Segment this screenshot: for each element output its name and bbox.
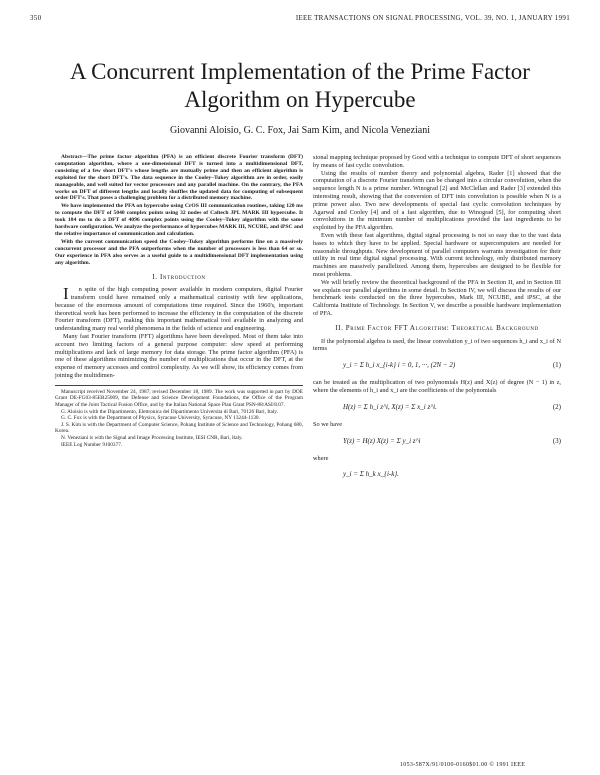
abstract-paragraph-3: With the current communication speed the Cooley–Tukey algorithm performs fine on a massively concurrent processor and the PFA outperforms when the number of processors is less than 64 or so. Our experience in PFA also serves as a useful guide to a multidimensional DFT implementation using any algorithm.: [55, 238, 303, 266]
equation-2: [343, 400, 561, 416]
abstract-paragraph-2: We have implemented the PFA on hypercube using CrOS III communication routines, taking 120 ms to compute the DFT of 5040 complex points using 32 nodes of Caltech JPL MARK III hypercube. It took 184 ms to do a DFT of 4096 complex points using the Cooley–Tukey algorithm with the same hardware configuration. We analyze the performance of hypercubes MARK III, NCUBE, and iPSC and the relative importance of communication and calculation.: [55, 203, 303, 237]
section-2-heading: II. Prime Factor FFT Algorithm: Theoretical Background: [335, 323, 539, 332]
footnote-fox: G. C. Fox is with the Department of Physics, Syracuse University, Syracuse, NY 13244-1130.: [61, 415, 260, 422]
abstract-paragraph-1: Abstract—The prime factor algorithm (PFA) is an efficient discrete Fourier transform (DFT) computation algorithm, where a one-dimensional DFT is turned into a multidimensional DFT, consisting of a few short DFT's whose lengths are mutually prime and then an efficient algorithm is exploited for the short DFT's. The data sequence in the Cooley–Tukey algorithm are in order, easily manageable, and well suited for vector processors and any parallel machine. On the contrary, the PFA works on DFT of different lengths and locally shuffles the updated data for computing of subsequent order DFT's. That poses a challenging problem for a distributed memory machine.: [55, 154, 303, 202]
right-column: [313, 154, 561, 488]
equation-4: [343, 467, 561, 483]
section-2-paragraph-4: where: [313, 454, 329, 462]
section-2-paragraph-1: If the polynomial algebra is used, the linear convolution y_i of two sequences h_i and x_i of N terms: [313, 337, 561, 353]
equation-1-number: (1): [552, 361, 561, 370]
right-paragraph-3: Even with these fast algorithms, digital signal processing is not so easy due to the vast data bases to which they have to be applied. Special hardware or supercomputers are needed for reasonable throughputs. New development of parallel computers warrants investigation for their utility in real time digital signal processing. With current technology, only distributed memory machines are massively parallelized. Among them, hypercubes are designed to be flexible for most problems.: [313, 231, 561, 278]
equation-3-body: Y(z) = H(z) X(z) = Σ y_i z^i: [343, 436, 421, 445]
section-2-paragraph-2: can be treated as the multiplication of two polynomials H(z) and X(z) of degree (N − 1) in z, where the elements of h_i and x_i are the coefficients of the polynomials: [313, 379, 561, 394]
equation-1: [343, 358, 561, 374]
left-column: [55, 154, 303, 448]
paper-title: A Concurrent Implementation of the Prime Factor Algorithm on Hypercube: [70, 59, 530, 112]
right-paragraph-1: sional mapping technique proposed by Good with a technique to compute DFT of short sequences by means of fast cyclic convolution.: [313, 154, 561, 169]
copyright-code: 1053-587X/91/0100-0160$01.00 © 1991 IEEE: [400, 762, 526, 768]
journal-name: IEEE TRANSACTIONS ON SIGNAL PROCESSING, VOL. 39, NO. 1, JANUARY 1991: [295, 14, 570, 22]
footnotes: [55, 385, 303, 448]
footnote-log-number: IEEE Log Number 9100377.: [61, 441, 123, 448]
intro-paragraph-2: Many fast Fourier transform (FFT) algorithms have been developed. Most of them take into account two limiting factors of a general purpose computer: slow speed at performing multiplications and lack of large memory for data storage. The prime factor algorithm (PFA) is one of these algorithms minimizing the number of multiplications that occur in the DFT, at the expense of memory accesses and control complexity. As we will show, its efficiency comes from joining the multidimen-: [55, 333, 303, 380]
footnote-kim: J. S. Kim is with the Department of Computer Science, Pohang Institute of Science and Technology, Pohang 680, Korea.: [55, 421, 303, 435]
equation-4-body: y_i = Σ h_k x_{i-k}.: [343, 470, 399, 479]
page-number: 350: [30, 14, 42, 22]
equation-1-body: y_i = Σ h_i x_{i-k} i = 0, 1, ···, (2N − 2): [343, 361, 456, 370]
author-list: Giovanni Aloisio, G. C. Fox, Jai Sam Kim, and Nicola Veneziani: [169, 125, 431, 136]
right-paragraph-4: We will briefly review the theoretical background of the PFA in Section II, and in Section III we explain our parallel algorithms in some detail. In Section IV, we will discuss the results of our benchmark tests conducted on the three hypercubes, Mark III, NCUBE, and iPSC, at the California Institute of Technology. In Section V, we describe a possible hardware implementation of PFA.: [313, 278, 561, 317]
intro-paragraph-1: In spite of the high computing power available in modern computers, digital Fourier transform could have remained only a mathematical curiosity with few applications, because of the enormous amount of computations time required. Since the 1960's, important theoretical work has been performed to increase the efficiency in the computation of the discrete Fourier transform (DFT), making this important mathematical tool available in analyzing and understanding many real world phenomena in the fields of science and engineering.: [55, 284, 303, 333]
footnote-veneziani: N. Veneziani is with the Signal and Image Processing Institute, IESI CNR, Bari, Italy.: [61, 435, 243, 442]
footnote-manuscript: Manuscript received November 24, 1987; revised December 18, 1989. The work was supported in part by DOE Grant DE-FG03-85ER25009, the Defense and Science Development Foundations, the Office of the Program Manager of the Joint Tactical Fusion Office, and by the Italian National Space Plan Grant PSN-88/ASI/8.07.: [55, 388, 303, 409]
equation-3: [343, 434, 561, 450]
equation-2-body: H(z) = Σ h_i z^i, X(z) = Σ x_i z^i.: [343, 402, 437, 411]
section-2-paragraph-3: So we have: [313, 420, 343, 428]
equation-3-number: (3): [552, 436, 561, 445]
equation-2-number: (2): [552, 402, 561, 411]
intro-heading: I. Introduction: [152, 272, 206, 281]
footnote-aloisio: G. Aloisio is with the Dipartimento, Elettronica del Dipartimento Universita di Bari, 70126 Bari, Italy.: [61, 408, 278, 415]
right-paragraph-2: Using the results of number theory and polynomial algebra, Rader [1] showed that the computation of a discrete Fourier transform can be changed into a circular convolution, when the sequence length N is a prime number. Winograd [2] and McClellan and Rader [3] extended this interesting result, showing that the conversion of DFT into convolution is possible when N is a prime power also. Two new developments of special fast cyclic convolution techniques by Agarwal and Cooley [4] and of a fast algorithm, due to Winograd [5], for computing short convolutions in the minimum number of multiplications provided the last ingredients to be exploited by the PFA algorithm.: [313, 169, 561, 232]
